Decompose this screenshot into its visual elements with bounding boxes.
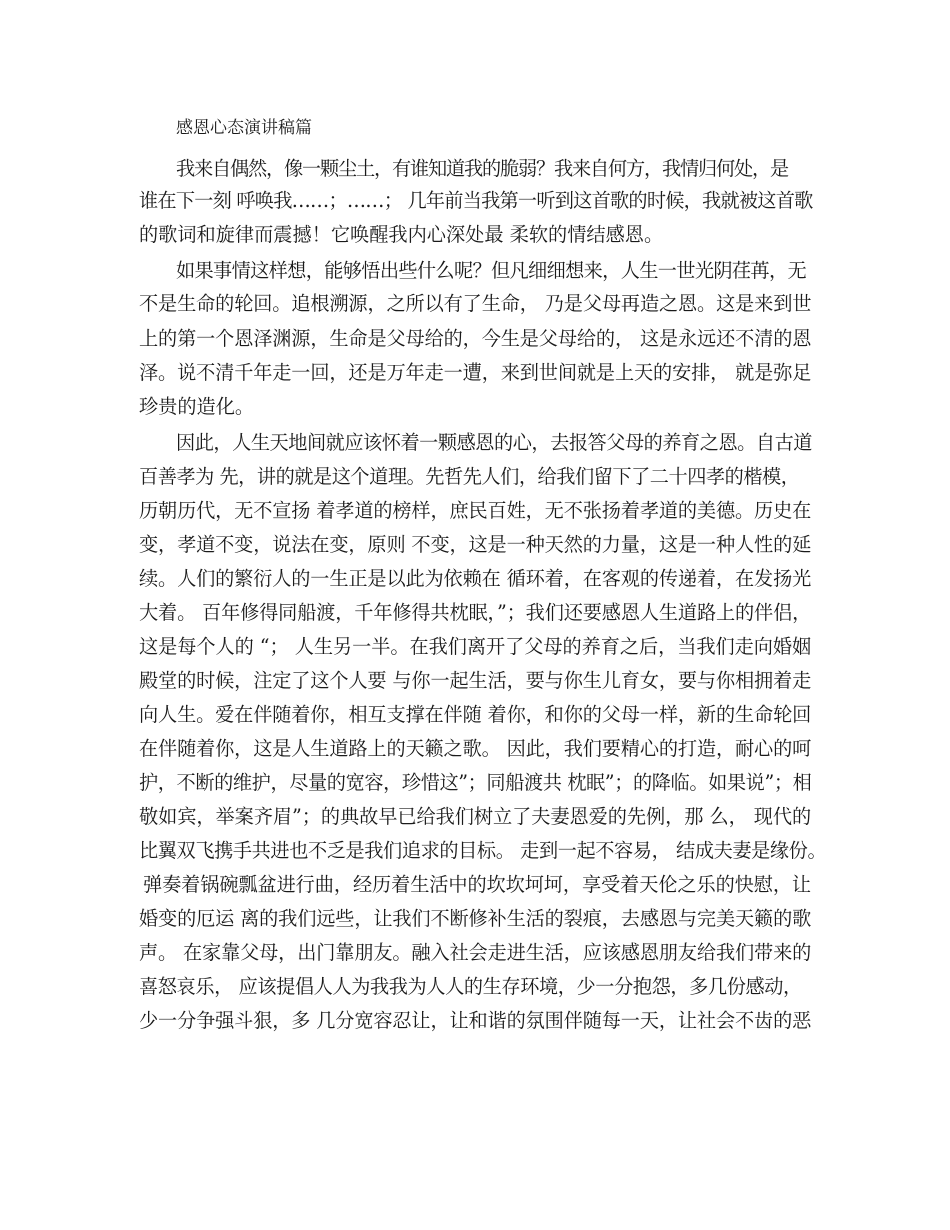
- text-line: 因此，人生天地间就应该怀着一颗感恩的心，去报答父母的养育之恩。自古道: [176, 431, 812, 454]
- text-line: 历朝历代，无不宣扬 着孝道的榜样，庶民百姓，无不张扬着孝道的美德。历史在: [139, 499, 812, 522]
- text-line: 弹奏着锅碗瓢盆进行曲，经历着生活中的坎坎坷坷，享受着天伦之乐的快慰，让: [143, 873, 811, 896]
- text-line: 这是每个人的 “； 人生另一半。在我们离开了父母的养育之后，当我们走向婚姻: [139, 635, 812, 658]
- text-line: 泽。说不清千年走一回，还是万年走一遭，来到世间就是上天的安排， 就是弥足: [139, 361, 812, 384]
- text-line: 的歌词和旋律而震撼！它唤醒我内心深处最 柔软的情结感恩。: [139, 223, 664, 246]
- text-line: 百善孝为 先，讲的就是这个道理。先哲先人们，给我们留下了二十四孝的楷模，: [139, 465, 800, 488]
- text-line: 变，孝道不变，说法在变，原则 不变，这是一种天然的力量，这是一种人性的延: [139, 533, 812, 556]
- text-line: 不是生命的轮回。追根溯源，之所以有了生命， 乃是父母再造之恩。这是来到世: [139, 292, 812, 315]
- text-line: 上的第一个恩泽渊源，生命是父母给的，今生是父母给的， 这是永远还不清的恩: [139, 327, 812, 350]
- text-line: 护，不断的维护，尽量的宽容，珍惜这”；同船渡共 枕眠”；的降临。如果说”；相: [139, 771, 812, 794]
- text-line: 敬如宾，举案齐眉”；的典故早已给我们树立了夫妻恩爱的先例，那 么， 现代的: [139, 805, 812, 828]
- text-line: 珍贵的造化。: [139, 395, 255, 418]
- text-line: 在伴随着你，这是人生道路上的天籁之歌。 因此，我们要精心的打造，耐心的呵: [139, 737, 812, 760]
- text-line: 大着。 百年修得同船渡，千年修得共枕眠，”；我们还要感恩人生道路上的伴侣，: [139, 601, 812, 624]
- text-line: 声。 在家靠父母，出门靠朋友。融入社会走进生活，应该感恩朋友给我们带来的: [139, 941, 812, 964]
- text-line: 如果事情这样想，能够悟出些什么呢？但凡细细想来，人生一世光阴荏苒，无: [176, 259, 806, 282]
- text-line: 婚变的厄运 离的我们远些，让我们不断修补生活的裂痕，去感恩与完美天籁的歌: [139, 907, 812, 930]
- text-line: 喜怒哀乐， 应该提倡人人为我我为人人的生存环境，少一分抱怨，多几份感动，: [139, 975, 802, 998]
- text-line: 少一分争强斗狠，多 几分宽容忍让，让和谐的氛围伴随每一天，让社会不齿的恶: [139, 1009, 812, 1032]
- text-line: 续。人们的繁衍人的一生正是以此为依赖在 循环着，在客观的传递着，在发扬光: [139, 567, 812, 590]
- text-line: 向人生。爱在伴随着你，相互支撑在伴随 着你，和你的父母一样，新的生命轮回: [139, 703, 812, 726]
- document-title: 感恩心态演讲稿篇: [176, 118, 312, 138]
- text-line: 比翼双飞携手共进也不乏是我们追求的目标。 走到一起不容易， 结成夫妻是缘份。: [139, 839, 827, 862]
- text-line: 我来自偶然，像一颗尘土，有谁知道我的脆弱？我来自何方，我情归何处，是: [176, 157, 788, 180]
- text-line: 殿堂的时候，注定了这个人要 与你一起生活，要与你生儿育女，要与你相拥着走: [139, 669, 812, 692]
- text-line: 谁在下一刻 呼唤我……；……； 几年前当我第一听到这首歌的时候，我就被这首歌: [139, 189, 813, 212]
